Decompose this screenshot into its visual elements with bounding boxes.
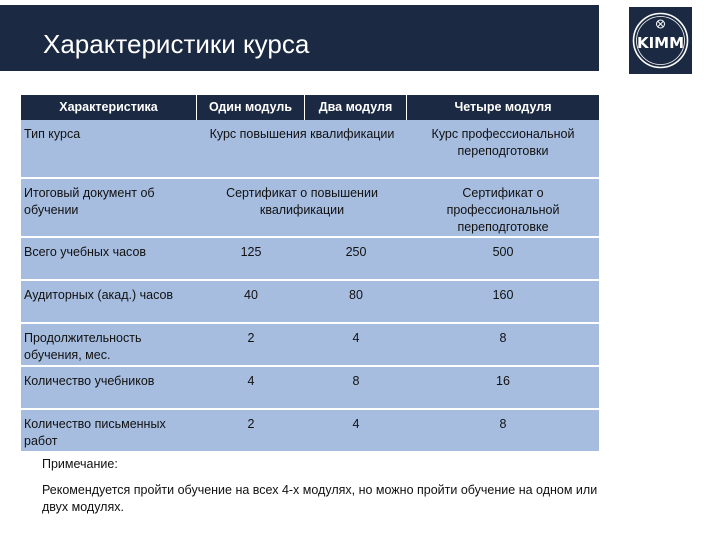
table-header-row <box>21 95 599 120</box>
kimm-logo-icon <box>629 7 692 74</box>
table-row <box>21 120 599 179</box>
title-bar <box>0 5 599 71</box>
row-label: Тип курса <box>21 120 197 179</box>
cell-two-modules: 80 <box>305 281 407 324</box>
cell-four-modules: 160 <box>407 281 599 324</box>
cell-one-module: 40 <box>197 281 305 324</box>
note-text: Рекомендуется пройти обучение на всех 4-х модулях, но можно пройти обучение на одном или двух модулях. <box>42 483 598 514</box>
row-label: Итоговый документ об обучении <box>21 179 197 238</box>
row-label: Количество учебников <box>21 367 197 410</box>
cell-one-two-modules: Курс повышения квалификации <box>197 120 407 179</box>
cell-two-modules: 4 <box>305 410 407 453</box>
header-four-modules: Четыре модуля <box>407 95 599 120</box>
cell-two-modules: 8 <box>305 367 407 410</box>
cell-one-module: 2 <box>197 410 305 453</box>
cell-two-modules: 250 <box>305 238 407 281</box>
note-title: Примечание: <box>42 457 118 471</box>
row-label: Продолжительность обучения, мес. <box>21 324 197 367</box>
cell-two-modules: 4 <box>305 324 407 367</box>
cell-one-two-modules: Сертификат о повышении квалификации <box>197 179 407 238</box>
table-row <box>21 324 599 367</box>
table-row <box>21 410 599 453</box>
cell-four-modules: 8 <box>407 324 599 367</box>
cell-one-module: 2 <box>197 324 305 367</box>
cell-one-module: 125 <box>197 238 305 281</box>
course-characteristics-table <box>21 95 599 453</box>
logo-lettering: KIMM <box>636 34 685 52</box>
table-row <box>21 367 599 410</box>
cell-four-modules: 500 <box>407 238 599 281</box>
row-label: Количество письменных работ <box>21 410 197 453</box>
table-row <box>21 179 599 238</box>
row-label: Аудиторных (акад.) часов <box>21 281 197 324</box>
cell-four-modules: 8 <box>407 410 599 453</box>
row-label: Всего учебных часов <box>21 238 197 281</box>
table-row <box>21 238 599 281</box>
header-two-modules: Два модуля <box>305 95 407 120</box>
table-row <box>21 281 599 324</box>
cell-one-module: 4 <box>197 367 305 410</box>
cell-four-modules: Курс профессиональной переподготовки <box>407 120 599 179</box>
header-characteristic: Характеристика <box>21 95 197 120</box>
cell-four-modules: Сертификат о профессиональной переподготовке <box>407 179 599 238</box>
cell-four-modules: 16 <box>407 367 599 410</box>
header-one-module: Один модуль <box>197 95 305 120</box>
slide-title: Характеристики курса <box>43 29 310 59</box>
note-block <box>42 456 612 516</box>
